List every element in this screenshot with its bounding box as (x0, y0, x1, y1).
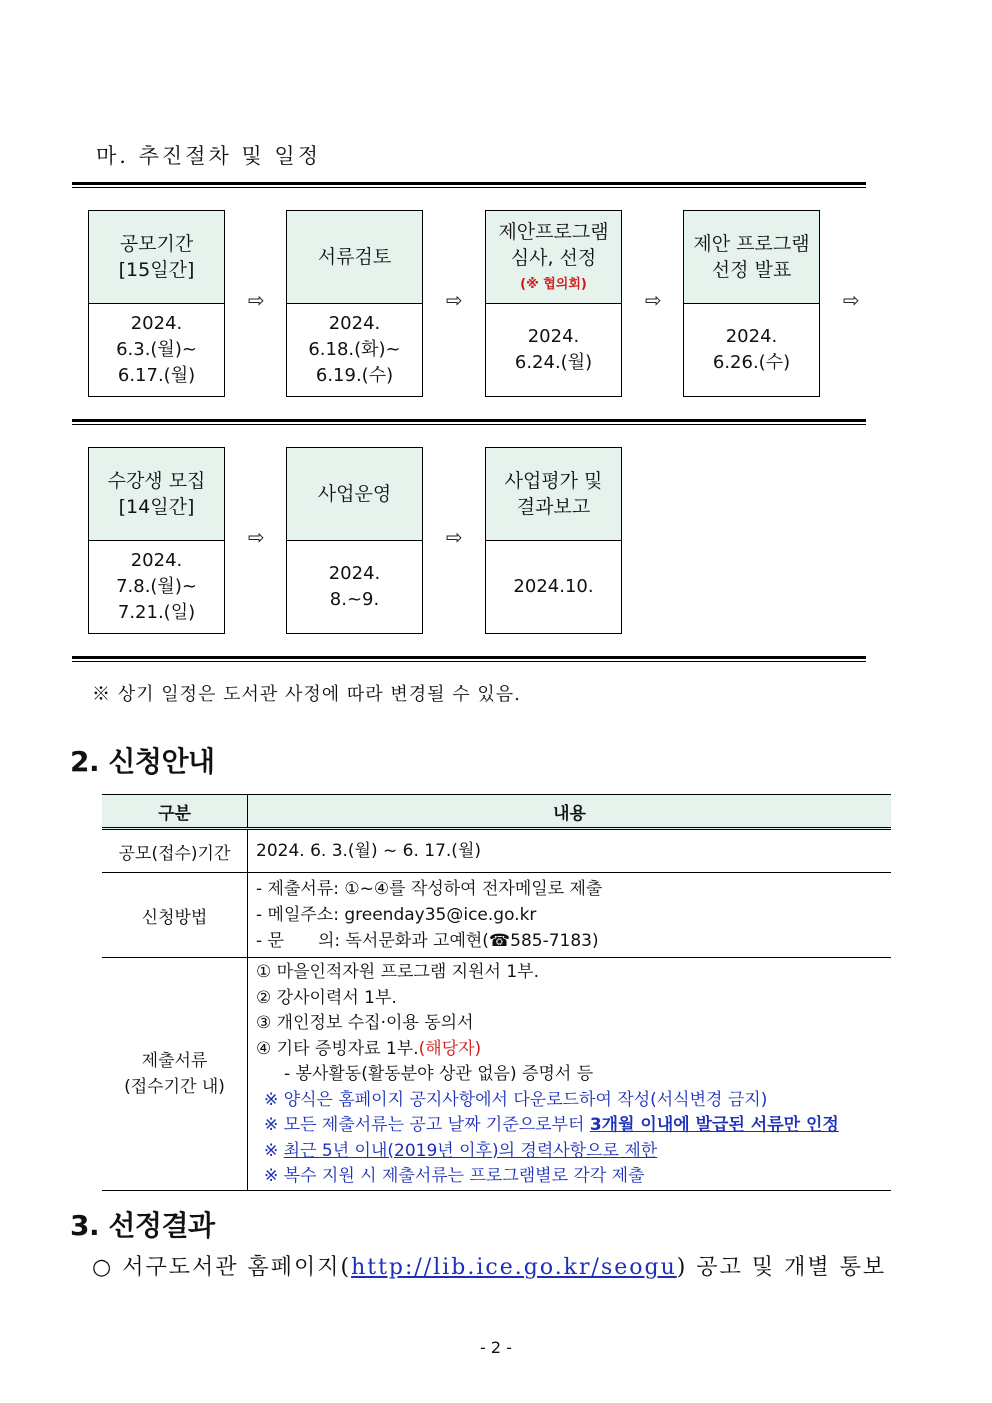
step-date-line: 2024. (130, 313, 183, 334)
doc-item-4-note: (해당자) (418, 1038, 482, 1059)
section-heading: 마. 추진절차 및 일정 (96, 144, 321, 168)
step-title-line: 사업평가 및 (504, 470, 603, 492)
step-title (287, 211, 422, 304)
section2-heading: 2. 신청안내 (70, 745, 215, 778)
doc-sub: - 봉사활동(활동분야 상관 없음) 증명서 등 (284, 1064, 594, 1084)
table-row (102, 958, 891, 1191)
step-title (684, 211, 819, 304)
circle-bullet: ○ (92, 1255, 114, 1280)
doc-item: ③ 개인정보 수집·이용 동의서 (256, 1013, 474, 1033)
step-date-line: 6.19.(수) (315, 365, 394, 386)
step-title (287, 448, 422, 541)
contact-prefix: - 문 의: 독서문화과 고예현( (256, 931, 489, 951)
method-line: - 제출서류: ①~④를 작성하여 전자메일로 제출 (256, 879, 603, 899)
step-title-line: 제안프로그램 (498, 221, 609, 243)
step-date-line: 6.18.(화)~ (308, 339, 401, 360)
bottom-rule (72, 656, 866, 659)
step-date (684, 304, 819, 396)
col-header-content: 내용 (248, 795, 892, 829)
note-validity-pre: ※ 모든 제출서류는 공고 날짜 기준으로부터 (264, 1115, 590, 1135)
step-title-line: 선정 발표 (711, 259, 792, 281)
step-box (286, 447, 423, 634)
step-title-line: [15일간] (118, 259, 195, 281)
step-title (89, 211, 224, 304)
period-label: 공모(접수)기간 (102, 829, 248, 873)
step-title-line: [14일간] (118, 496, 195, 518)
step-date-line: 2024. (328, 563, 381, 584)
note-multiple: ※ 복수 지원 시 제출서류는 프로그램별로 각각 제출 (264, 1166, 645, 1186)
step-date-line: 2024.10. (513, 576, 594, 597)
step-title-line: 결과보고 (516, 496, 591, 518)
col-header-category: 구분 (102, 795, 248, 829)
middle-rule (72, 419, 866, 422)
phone-icon: ☎ (488, 931, 511, 951)
note-career-underlined: 최근 5년 이내(2019년 이후)의 경력사항으로 제한 (283, 1140, 658, 1161)
step-date-line: 2024. (328, 313, 381, 334)
doc-item: ② 강사이력서 1부. (256, 987, 397, 1008)
contact-phone: 585-7183) (510, 931, 599, 951)
doc-item-4: ④ 기타 증빙자료 1부. (256, 1038, 419, 1059)
period-value: 2024. 6. 3.(월) ~ 6. 17.(월) (256, 841, 481, 861)
step-date (486, 304, 621, 396)
step-date-line: 6.17.(월) (117, 365, 196, 386)
step-box (286, 210, 423, 397)
step-date-line: 7.21.(일) (117, 602, 196, 623)
note-career (256, 1139, 891, 1165)
step-date-line: 6.26.(수) (712, 352, 791, 373)
method-label: 신청방법 (102, 873, 248, 958)
step-date (287, 304, 422, 396)
note-career-pre: ※ (264, 1140, 284, 1161)
docs-label (102, 958, 248, 1191)
table-row (102, 873, 891, 958)
application-info-table (102, 794, 891, 1191)
contact-line (256, 928, 891, 954)
docs-label-line: 제출서류 (141, 1050, 208, 1071)
doc-item: ① 마을인적자원 프로그램 지원서 1부. (256, 962, 539, 982)
result-text-post: ) 공고 및 개별 통보 (676, 1255, 887, 1280)
homepage-link[interactable]: http://lib.ice.go.kr/seogu (351, 1255, 677, 1280)
section3-heading: 3. 선정결과 (70, 1209, 215, 1242)
arrow-right-icon: ⇨ (645, 288, 662, 312)
result-text-pre: 서구도서관 홈페이지( (122, 1255, 352, 1280)
step-date-line: 6.3.(월)~ (116, 339, 197, 360)
top-rule (72, 182, 866, 185)
arrow-right-icon: ⇨ (446, 525, 463, 549)
result-line (92, 1250, 886, 1281)
step-title (486, 211, 621, 304)
step-date-line: 2024. (130, 550, 183, 571)
step-title (486, 448, 621, 541)
docs-label-line: (접수기간 내) (124, 1076, 225, 1097)
step-date-line: 7.8.(월)~ (116, 576, 197, 597)
arrow-right-icon: ⇨ (248, 525, 265, 549)
arrow-right-icon: ⇨ (843, 288, 860, 312)
schedule-footnote: ※ 상기 일정은 도서관 사정에 따라 변경될 수 있음. (92, 684, 521, 705)
step-box (485, 447, 622, 634)
doc-item (256, 1037, 891, 1063)
step-note: (※ 협의회) (520, 277, 587, 292)
note-form: ※ 양식은 홈페이지 공지사항에서 다운로드하여 작성(서식변경 금지) (264, 1089, 768, 1110)
step-box (485, 210, 622, 397)
step-title-line: 수강생 모집 (107, 470, 206, 492)
step-date-line: 8.~9. (329, 589, 380, 610)
step-date (89, 304, 224, 396)
step-date-line: 6.24.(월) (514, 352, 593, 373)
step-title-line: 공모기간 (119, 233, 194, 255)
step-box (88, 447, 225, 634)
page-number: - 2 - (480, 1338, 512, 1357)
arrow-right-icon: ⇨ (248, 288, 265, 312)
table-row (102, 829, 891, 873)
note-validity-bold: 3개월 이내에 발급된 서류만 인정 (589, 1115, 839, 1135)
method-line: - 메일주소: greenday35@ice.go.kr (256, 905, 537, 925)
note-validity (256, 1113, 891, 1139)
step-box (683, 210, 820, 397)
step-title-line: 제안 프로그램 (693, 233, 810, 255)
step-title-line: 사업운영 (317, 483, 392, 505)
step-title (89, 448, 224, 541)
step-date (89, 541, 224, 633)
step-box (88, 210, 225, 397)
step-title-line: 서류검토 (317, 246, 392, 268)
step-date-line: 2024. (527, 326, 580, 347)
step-title-line: 심사, 선정 (510, 247, 597, 269)
step-date (486, 541, 621, 633)
arrow-right-icon: ⇨ (446, 288, 463, 312)
step-date-line: 2024. (725, 326, 778, 347)
step-date (287, 541, 422, 633)
